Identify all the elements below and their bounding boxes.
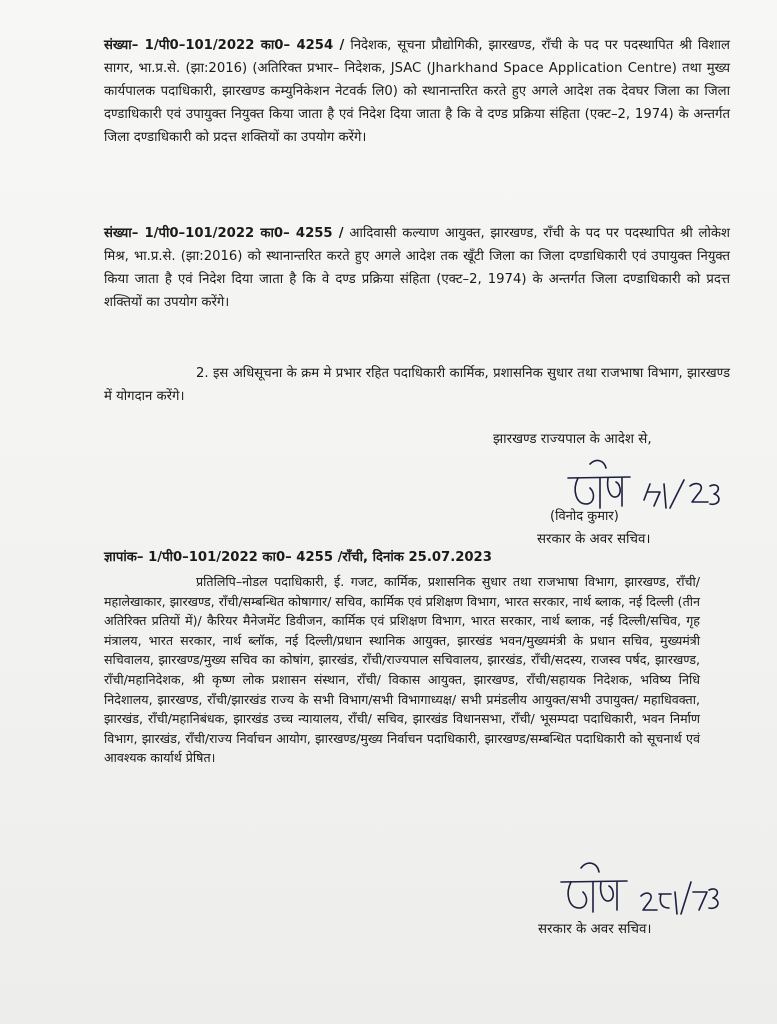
- paragraph-3: 2. इस अधिसूचना के क्रम मे प्रभार रहित पदाधिकारी कार्मिक, प्रशासनिक सुधार तथा राजभाषा विभाग, झारखण्ड में योगदान करेंगे।: [104, 366, 730, 404]
- signatory-designation-1: सरकार के अवर सचिव।: [537, 532, 651, 547]
- signatory-name: (विनोद कुमार): [550, 509, 619, 524]
- copy-distribution-text: प्रतिलिपि–नोडल पदाधिकारी, ई. गजट, कार्मिक, प्रशासनिक सुधार तथा राजभाषा विभाग, झारखण्ड, राँची/महालेखाकार, झारखण्ड, राँची/सम्बन्धित कोषागार/ सचिव, कार्मिक एवं प्रशिक्षण विभाग, भारत सरकार, नार्थ ब्लाक, नई दिल्ली (तीन अतिरिक्त प्रतियों में)/ कैरियर मैनेजमेंट डिवीजन, कार्मिक एवं प्रशिक्षण विभाग, भारत सरकार, नार्थ ब्लाक, नई दिल्ली/सचिव, गृह मंत्रालय, भारत सरकार, नार्थ ब्लॉक, नई दिल्ली/प्रधान स्थानिक आयुक्त, झारखंड भवन/मुख्यमंत्री के प्रधान सचिव, मुख्यमंत्री सचिवालय, झारखण्ड/मुख्य सचिव का कोषांग, झारखंड, राँची/राज्यपाल सचिवालय, झारखंड, राँची/सदस्य, राजस्व पर्षद, झारखण्ड, राँची/महानिदेशक, श्री कृष्ण लोक प्रशासन संस्थान, राँची/ विकास आयुक्त, झारखण्ड, राँची/सहायक निदेशक, भविष्य निधि निदेशालय, झारखण्ड, राँची/झारखंड राज्य के सभी विभाग/सभी विभागाध्यक्ष/ सभी प्रमंडलीय आयुक्त/सभी उपायुक्त/ महाधिवक्ता, झारखंड, राँची/महानिबंधक, झारखंड उच्च न्यायालय, राँची/ सचिव, झारखंड विधानसभा, राँची/ भूसम्पदा पदाधिकारी, भवन निर्माण विभाग, झारखंड, राँची/राज्य निर्वाचन आयोग, झारखण्ड/मुख्य निर्वाचन पदाधिकारी, झारखण्ड/सम्बन्धित पदाधिकारी को सूचनार्थ एवं आवश्यक कार्यार्थ प्रेषित।: [104, 574, 700, 766]
- signatory-designation-2: सरकार के अवर सचिव।: [538, 922, 652, 937]
- paragraph-1-ref: संख्या– 1/पी0–101/2022 का0– 4254 /: [104, 38, 345, 53]
- paragraph-1: [104, 34, 730, 149]
- memo-line: ज्ञापांक– 1/पी0–101/2022 का0– 4255 /राँची, दिनांक 25.07.2023: [104, 550, 492, 565]
- paragraph-2-text: आदिवासी कल्याण आयुक्त, झारखण्ड, राँची के पद पर पदस्थापित श्री लोकेश मिश्र, भा.प्र.से. (झा:2016) को स्थानान्तरित करते हुए अगले आदेश तक खूँटी जिला का जिला दण्डाधिकारी एवं उपायुक्त नियुक्त किया जाता है एवं निदेश दिया जाता है कि वे दण्ड प्रक्रिया संहिता (एक्ट–2, 1974) के अन्तर्गत जिला दण्डाधिकारी को प्रदत्त शक्तियों का उपयोग करेंगे।: [104, 226, 731, 310]
- paragraph-2-ref: संख्या– 1/पी0–101/2022 का0– 4255 /: [104, 226, 344, 241]
- handwritten-signature-2: [555, 852, 725, 927]
- governor-order-line: झारखण्ड राज्यपाल के आदेश से,: [493, 432, 652, 447]
- paragraph-2: [104, 222, 730, 314]
- paragraph-1-text: निदेशक, सूचना प्रौद्योगिकी, झारखण्ड, राँची के पद पर पदस्थापित श्री विशाल सागर, भा.प्र.से. (झा:2016) (अतिरिक्त प्रभार– निदेशक, JSAC (Jharkhand Space Application Centre) तथा मुख्य कार्यपालक पदाधिकारी, झारखण्ड कम्युनिकेशन नेटवर्क लि0) को स्थानान्तरित करते हुए अगले आदेश तक देवघर जिला का जिला दण्डाधिकारी एवं उपायुक्त नियुक्त किया जाता है एवं निदेश दिया जाता है कि वे दण्ड प्रक्रिया संहिता (एक्ट–2, 1974) के अन्तर्गत जिला दण्डाधिकारी को प्रदत्त शक्तियों का उपयोग करेंगे।: [104, 38, 730, 145]
